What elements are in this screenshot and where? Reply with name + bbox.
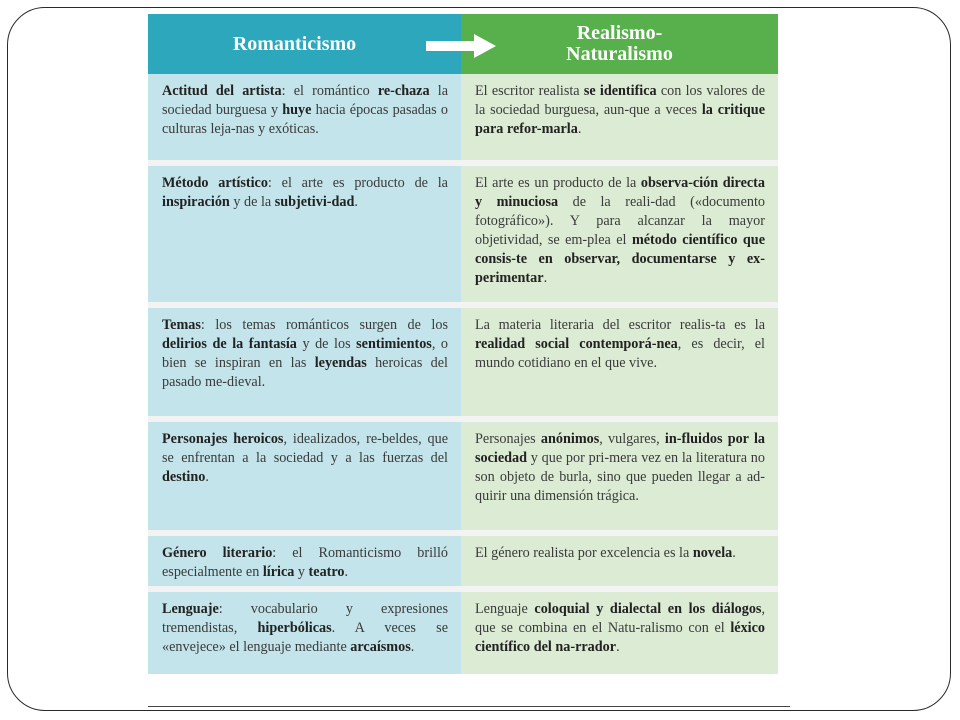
bold-text: se identifica [583, 83, 657, 99]
text-segment: y de la [229, 194, 275, 210]
text-segment: . [577, 121, 582, 137]
header-right-line1: Realismo- [576, 22, 663, 44]
realismo-cell [461, 74, 778, 160]
text-segment: , vulgares, [599, 431, 665, 447]
text-segment: . [732, 545, 736, 561]
text-segment: con los valores de la sociedad burguesa, aun-que a veces [475, 83, 765, 118]
bold-text: huye [282, 102, 312, 118]
bold-text: léxico científico del na-rrador [475, 620, 765, 655]
text-segment: El escritor realista [475, 83, 584, 99]
text-segment: : el romántico [281, 83, 378, 99]
bold-text: Actitud del artista [162, 83, 282, 99]
bold-text: realidad social contemporá-nea [475, 336, 678, 352]
realismo-cell [461, 308, 778, 416]
realismo-cell [461, 536, 778, 586]
text-segment: heroicas del pasado me-dieval. [162, 355, 448, 390]
romanticismo-cell [148, 422, 461, 530]
bold-text: sentimientos [356, 336, 432, 352]
realismo-cell [461, 422, 778, 530]
text-segment: . [344, 564, 349, 580]
romanticismo-header: Romanticismo [148, 14, 461, 74]
text-segment: . [205, 469, 209, 485]
realismo-cell [461, 166, 778, 302]
text-segment: . [616, 639, 620, 655]
romanticismo-cell [148, 308, 461, 416]
table-row [148, 74, 778, 160]
text-segment: , es decir, el mundo cotidiano en el que vive. [475, 336, 765, 371]
right-arrow-icon [426, 34, 496, 58]
romanticismo-cell [148, 74, 461, 160]
text-segment: : los temas románticos surgen de los [200, 317, 448, 333]
bold-text: Método artístico [162, 175, 268, 191]
text-segment: la sociedad burguesa y [162, 83, 448, 118]
bold-text: arcaísmos [350, 639, 411, 655]
table-row [148, 308, 778, 416]
bold-text: delirios de la fantasía [162, 336, 297, 352]
bold-text: método científico que consis-te en observar, documentarse y ex-perimentar [475, 232, 765, 286]
table-row [148, 592, 778, 674]
header-right-line2: Naturalismo [566, 43, 673, 65]
comparison-table [148, 14, 778, 674]
text-segment: El arte es un producto de la [475, 175, 641, 191]
bold-text: coloquial y dialectal en los diálogos [534, 601, 762, 617]
realismo-naturalismo-header [461, 14, 778, 74]
text-segment: . [543, 270, 548, 286]
romanticismo-cell [148, 166, 461, 302]
text-segment: , que se combina en el Natu-ralismo con el [475, 601, 765, 636]
bold-text: hiperbólicas [257, 620, 332, 636]
text-segment: y de los [296, 336, 357, 352]
bold-text: Temas [162, 317, 201, 333]
bold-text: anónimos [540, 431, 600, 447]
bold-text: Personajes heroicos [162, 431, 284, 447]
romanticismo-cell [148, 592, 461, 674]
text-segment: El género realista por excelencia es la [475, 545, 693, 561]
bold-text: re-chaza [377, 83, 430, 99]
text-segment: La materia literaria del escritor realis-ta es la [475, 317, 765, 333]
table-row [148, 536, 778, 586]
text-segment: : el Romanticismo brilló especialmente en [162, 545, 448, 580]
text-segment: : vocabulario y expresiones tremendistas, [162, 601, 448, 636]
text-segment: . [354, 194, 358, 210]
realismo-cell [461, 592, 778, 674]
bold-text: in-fluidos por la sociedad [475, 431, 765, 466]
romanticismo-cell [148, 536, 461, 586]
text-segment: y [294, 564, 309, 580]
text-segment: . [410, 639, 415, 655]
bold-text: subjetivi-dad [274, 194, 355, 210]
bold-text: Lenguaje [162, 601, 219, 617]
text-segment: , o bien se inspiran en las [162, 336, 449, 371]
bold-text: teatro [308, 564, 345, 580]
bold-text: observa-ción directa y minuciosa [475, 175, 765, 210]
bold-text: destino [162, 469, 206, 485]
bold-text: la critique para refor-marla [475, 102, 765, 137]
bold-text: Género literario [162, 545, 273, 561]
text-segment: Lenguaje [475, 601, 535, 617]
text-segment: , idealizados, re-beldes, que se enfrentan a la sociedad y a las fuerzas del [162, 431, 448, 466]
bold-text: inspiración [162, 194, 230, 210]
text-segment: Personajes [475, 431, 541, 447]
text-segment: de la reali-dad («documento fotográfico»). Y para alcanzar la mayor objetividad, se em-plea el [475, 194, 765, 248]
bold-text: leyendas [314, 355, 367, 371]
table-row [148, 422, 778, 530]
text-segment: . A veces se «envejece» el lenguaje mediante [162, 620, 448, 655]
bold-text: novela [692, 545, 733, 561]
table-row [148, 166, 778, 302]
text-segment: y que por pri-mera vez en la literatura no son objeto de burla, sino que pueden llegar a ad-quirir una dimensión trágica. [475, 450, 765, 504]
text-segment: : el arte es producto de la [267, 175, 448, 191]
bold-text: lírica [262, 564, 295, 580]
bottom-rule [148, 706, 790, 707]
table-body [148, 74, 778, 674]
text-segment: hacia épocas pasadas o culturas leja-nas y exóticas. [162, 102, 448, 137]
